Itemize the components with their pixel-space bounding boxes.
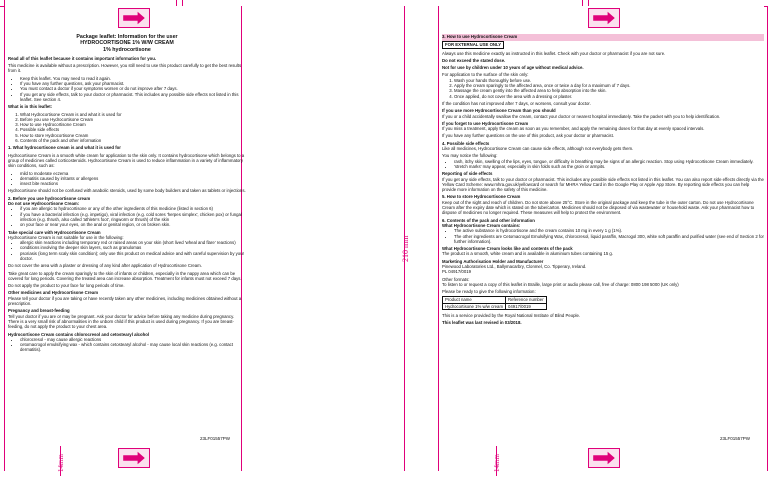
list-item: • Keep this leaflet. You may need to read it again. bbox=[20, 76, 246, 81]
list-item: 2. Apply the cream sparingly to the affected area, once or twice a day for a maximum of 7 days. bbox=[454, 83, 764, 88]
list-item: • insect bite reactions bbox=[20, 181, 246, 186]
looks-heading: What Hydrocortisone Cream looks like and contents of the pack bbox=[442, 246, 573, 252]
formats-info: Please be ready to give the following information: bbox=[442, 289, 536, 295]
list-item: • cetomacrogol emulsifying wax - which contains cetostearyl alcohol - may cause local skin reactions (e.g. contact dermatitis). bbox=[20, 342, 246, 353]
intro-bullets bbox=[8, 76, 246, 102]
contents-list bbox=[8, 112, 246, 144]
forget-text: If you miss a treatment, apply the cream as soon as you remember, and apply the remaining doses for that day at evenly spaced intervals. bbox=[442, 126, 705, 132]
formats-text: To listen to or request a copy of this leaflet in Braille, large print or audio please call, free of charge: 0800 198 5000 (UK only) bbox=[442, 281, 679, 287]
leaflet-left-text bbox=[8, 34, 246, 355]
no-improve-text: If the condition has not improved after 7 days, or worsens, consult your doctor. bbox=[442, 100, 591, 106]
list-item: 1. Wash your hands thoroughly before use. bbox=[454, 78, 764, 83]
leaflet-right-text bbox=[442, 34, 764, 328]
pl-number: PL 04917/0019 bbox=[442, 269, 471, 275]
dose-warning: Do not exceed the stated dose. bbox=[442, 57, 506, 63]
care-bullets bbox=[8, 240, 246, 261]
height-dimension-label: 210 mm bbox=[401, 235, 410, 262]
list-item: 6. Contents of the pack and other information bbox=[20, 138, 246, 143]
section-2-heading: 2. Before you use hydrocortisone cream bbox=[8, 195, 91, 201]
section-6-heading: 6. Contents of the pack and other information bbox=[442, 217, 535, 223]
care-heading: Take special care with Hydrocortisone Cream bbox=[8, 229, 101, 235]
mah-heading: Marketing Authorisation Holder and Manufacturer bbox=[442, 258, 544, 264]
reporting-heading: Reporting of side effects bbox=[442, 171, 493, 177]
list-item: • allergic skin reactions including temporary red or raised areas on your skin (short lived 'wheal and flare' reactions) bbox=[20, 240, 246, 245]
feed-arrow-bottom-left bbox=[118, 448, 150, 468]
section-1-heading: 1. What hydrocortisone cream is and what it is used for bbox=[8, 145, 121, 151]
list-item: 5. How to store Hydrocortisone Cream bbox=[20, 133, 246, 138]
cover-text: Do not cover the area with a plaster or dressing of any kind after application of Hydrocortisone Cream. bbox=[8, 263, 202, 269]
section-2-sub: Do not use Hydrocortisone Cream: bbox=[8, 201, 80, 207]
section-5-text: Keep out of the sight and reach of children. Do not store above 25°C. Store in the original package and keep the tube in the outer carton. Do not use Hydrocortisone Cream after the expiry date which is stated on the tube/carton. Medicines should not be disposed of via wastewater or household waste. Ask your pharmacist how to dispose of medicines no longer required. These measures will help to protect the environment. bbox=[442, 199, 755, 216]
other-medicines-heading: Other medicines and Hydrocortisone Cream bbox=[8, 290, 99, 296]
reference-code-right: 23LF01557PW bbox=[720, 436, 751, 441]
list-item: • rash, itchy skin, swelling of the lips, eyes, tongue, or difficulty in breathing may be signs of an allergic reaction. Stop using Hydrocortisone Cream immediately. bbox=[454, 159, 764, 164]
list-item: • 'stretch marks' may appear, especially in skin folds such as the groin or armpits. bbox=[454, 164, 764, 169]
leaflet-title: Package leaflet: Information for the user HYDROCORTISONE 1% W/W CREAM 1% hydrocortisone bbox=[76, 34, 178, 53]
always-text: Always use this medicine exactly as instructed in this leaflet. Check with your doctor or pharmacist if you are not sure. bbox=[442, 50, 666, 56]
pregnancy-heading: Pregnancy and breast-feeding bbox=[8, 308, 70, 314]
list-item: • if you are allergic to hydrocortisone or any of the other ingredients of this medicine (listed in section 6) bbox=[20, 206, 246, 211]
list-item: 4. Once applied, do not cover the area with a dressing or plaster. bbox=[454, 94, 764, 99]
section-3-heading: 3. How to use Hydrocortisone Cream bbox=[442, 34, 518, 39]
table-cell: Hydrocortisone 1% w/w cream bbox=[443, 303, 506, 309]
list-item: • If you get any side effects, talk to your doctor or pharmacist. This includes any possible side effects not listed in this leaflet. See section 4. bbox=[20, 92, 246, 103]
children-warning: Not for use by children under 10 years of age without medical advice. bbox=[442, 65, 584, 71]
section-6-sub: What Hydrocortisone Cream contains: bbox=[442, 222, 521, 228]
other-medicines-text: Please tell your doctor if you are taking or have recently taken any other medicines, including medicines obtained without a prescription. bbox=[8, 295, 242, 307]
list-item: • The active substance is hydrocortisone and the cream contains 10 mg in every 1 g (1%). bbox=[454, 228, 764, 233]
reporting-text: If you get any side effects, talk to your doctor or pharmacist. This includes any possible side effects not listed in this leaflet. You can also report side effects directly via the Yellow Card Scheme: www.mhra.gov.uk/yellowcard or search for MHRA Yellow Card in the Google Play or Apple App Store. By reporting side effects you can help provide more information on the safety of this medicine. bbox=[442, 176, 764, 193]
section-6-bullets bbox=[442, 228, 764, 244]
table-row bbox=[443, 303, 547, 309]
list-item: • if you have a bacterial infection (e.g. impetigo), viral infection (e.g. cold sores 'herpes simplex', chicken pox) or fungal infection (e.g. thrush, also called 'athlete's foot', ringworm or thrush) of the skin bbox=[20, 212, 246, 223]
product-reference-table bbox=[442, 296, 547, 310]
list-item: 4. Possible side effects bbox=[20, 127, 246, 132]
questions-text: If you have any further questions on the use of this product, ask your doctor or pharmacist. bbox=[442, 133, 614, 139]
section-1-bullets bbox=[8, 171, 246, 187]
section-5-heading: 5. How to store Hydrocortisone Cream bbox=[442, 194, 521, 200]
section-4-notice: You may notice the following: bbox=[442, 153, 498, 159]
list-item: • on your face or near your eyes, on the anal or genital region, or on broken skin. bbox=[20, 222, 246, 227]
section-2-bullets bbox=[8, 206, 246, 227]
section-4-heading: 4. Possible side effects bbox=[442, 140, 490, 146]
bottom-dim-label-right: 14mm bbox=[493, 454, 501, 472]
list-item: • dermatitis caused by irritants or allergens bbox=[20, 176, 246, 181]
feed-arrow-bottom-right bbox=[588, 448, 620, 468]
table-cell: 04917/0019 bbox=[506, 303, 547, 309]
excipients-bullets bbox=[8, 337, 246, 353]
apply-intro: For application to the surface of the skin only: bbox=[442, 72, 529, 78]
face-text: Do not apply the product to your face for long periods of time. bbox=[8, 283, 125, 289]
forget-heading: If you forget to use Hydrocortisone Cream bbox=[442, 120, 529, 126]
looks-text: The product is a smooth, white cream and is available in aluminium tubes containing 15 g. bbox=[442, 251, 614, 257]
overdose-heading: If you use more Hydrocortisone Cream than you should bbox=[442, 108, 556, 114]
excipients-heading: Hydrocortisone Cream contains chlorocresol and cetostearyl alcohol bbox=[8, 331, 150, 337]
list-item: 3. How to use Hydrocortisone Cream bbox=[20, 122, 246, 127]
contents-heading: What is in this leaflet: bbox=[8, 104, 53, 110]
list-item: • If you have any further questions, ask your pharmacist. bbox=[20, 81, 246, 86]
list-item: • chlorocresol - may cause allergic reactions bbox=[20, 337, 246, 342]
feed-arrow-top-left bbox=[118, 8, 150, 28]
section-1-text: Hydrocortisone Cream is a smooth white cream for application to the skin only. It contains hydrocortisone which belongs to a group of medicines called corticosteroids. Hydrocortisone Cream is used to reduce inflammation in a variety of inflammatory skin conditions, such as: bbox=[8, 152, 245, 169]
bottom-dim-label-left: 14mm bbox=[57, 454, 65, 472]
intro-heading: Read all of this leaflet because it contains important information for you. bbox=[8, 55, 157, 61]
list-item: • The other ingredients are Cetomacrogol Emulsifying Wax, chlorocresol, liquid paraffin, Macrogol 300, white soft paraffin and purified water (see end of Section 2 for further information). bbox=[454, 234, 764, 245]
intro-text: This medicine is available without a prescription. However, you still need to use this product carefully to get the best results from it. bbox=[8, 63, 242, 74]
list-item: • psoriasis (long term scaly skin condition); only use this product on medical advice and with careful supervision by your doctor. bbox=[20, 251, 246, 262]
formats-heading: Other formats: bbox=[442, 276, 470, 282]
section-4-bullets bbox=[442, 159, 764, 170]
list-item: • conditions involving the deeper skin layers, such as granulomas bbox=[20, 245, 246, 250]
list-item: 3. Massage the cream gently into the affected area to help absorption into the skin. bbox=[454, 88, 764, 93]
list-item: • You must contact a doctor if your symptoms worsen or do not improve after 7 days. bbox=[20, 86, 246, 91]
list-item: 1. What Hydrocortisone Cream is and what it is used for bbox=[20, 112, 246, 117]
feed-arrow-top-right bbox=[588, 8, 620, 28]
table-header-cell: Product name bbox=[443, 297, 506, 303]
reference-code-left: 23LF01557PW bbox=[200, 436, 231, 441]
care-text-2: Take great care to apply the cream sparingly to the skin of infants or children, especially in the nappy area which can be covered for long periods. Covering the treated area can increase absorption. Treatment for infants must not exceed 7 days. bbox=[8, 270, 242, 281]
section-4-text: Like all medicines, Hydrocortisone Cream can cause side effects, although not everybody gets them. bbox=[442, 146, 634, 152]
pregnancy-text: Tell your doctor if you are or may be pregnant. Ask your doctor for advice before taking any medicine during pregnancy. There is a very small risk of abnormalities in the unborn child if this product is used during pregnancy. If you are breast-feeding, do not apply the product to your chest area. bbox=[8, 313, 235, 330]
overdose-text: If you or a child accidentally swallow the cream, contact your doctor or nearest hospital immediately. Take the packet with you to help identification. bbox=[442, 113, 721, 119]
revised-date: This leaflet was last revised in 03/2018. bbox=[442, 320, 522, 326]
mah-text: Pinewood Laboratories Ltd., Ballymacarbry, Clonmel, Co. Tipperary, Ireland. bbox=[442, 263, 587, 269]
section-1-note: Hydrocortisone should not be confused with anabolic steroids, used by some body builders and taken as tablets or injections. bbox=[8, 188, 246, 194]
care-text: Hydrocortisone Cream is not suitable for use in the following: bbox=[8, 234, 124, 240]
apply-steps bbox=[442, 78, 764, 99]
list-item: 2. Before you use Hydrocortisone Cream bbox=[20, 117, 246, 122]
external-use-badge: FOR EXTERNAL USE ONLY bbox=[442, 41, 504, 48]
list-item: • mild to moderate eczema bbox=[20, 171, 246, 176]
table-header-cell: Reference number bbox=[506, 297, 547, 303]
rnib-text: This is a service provided by the Royal National Institute of Blind People. bbox=[442, 313, 581, 319]
